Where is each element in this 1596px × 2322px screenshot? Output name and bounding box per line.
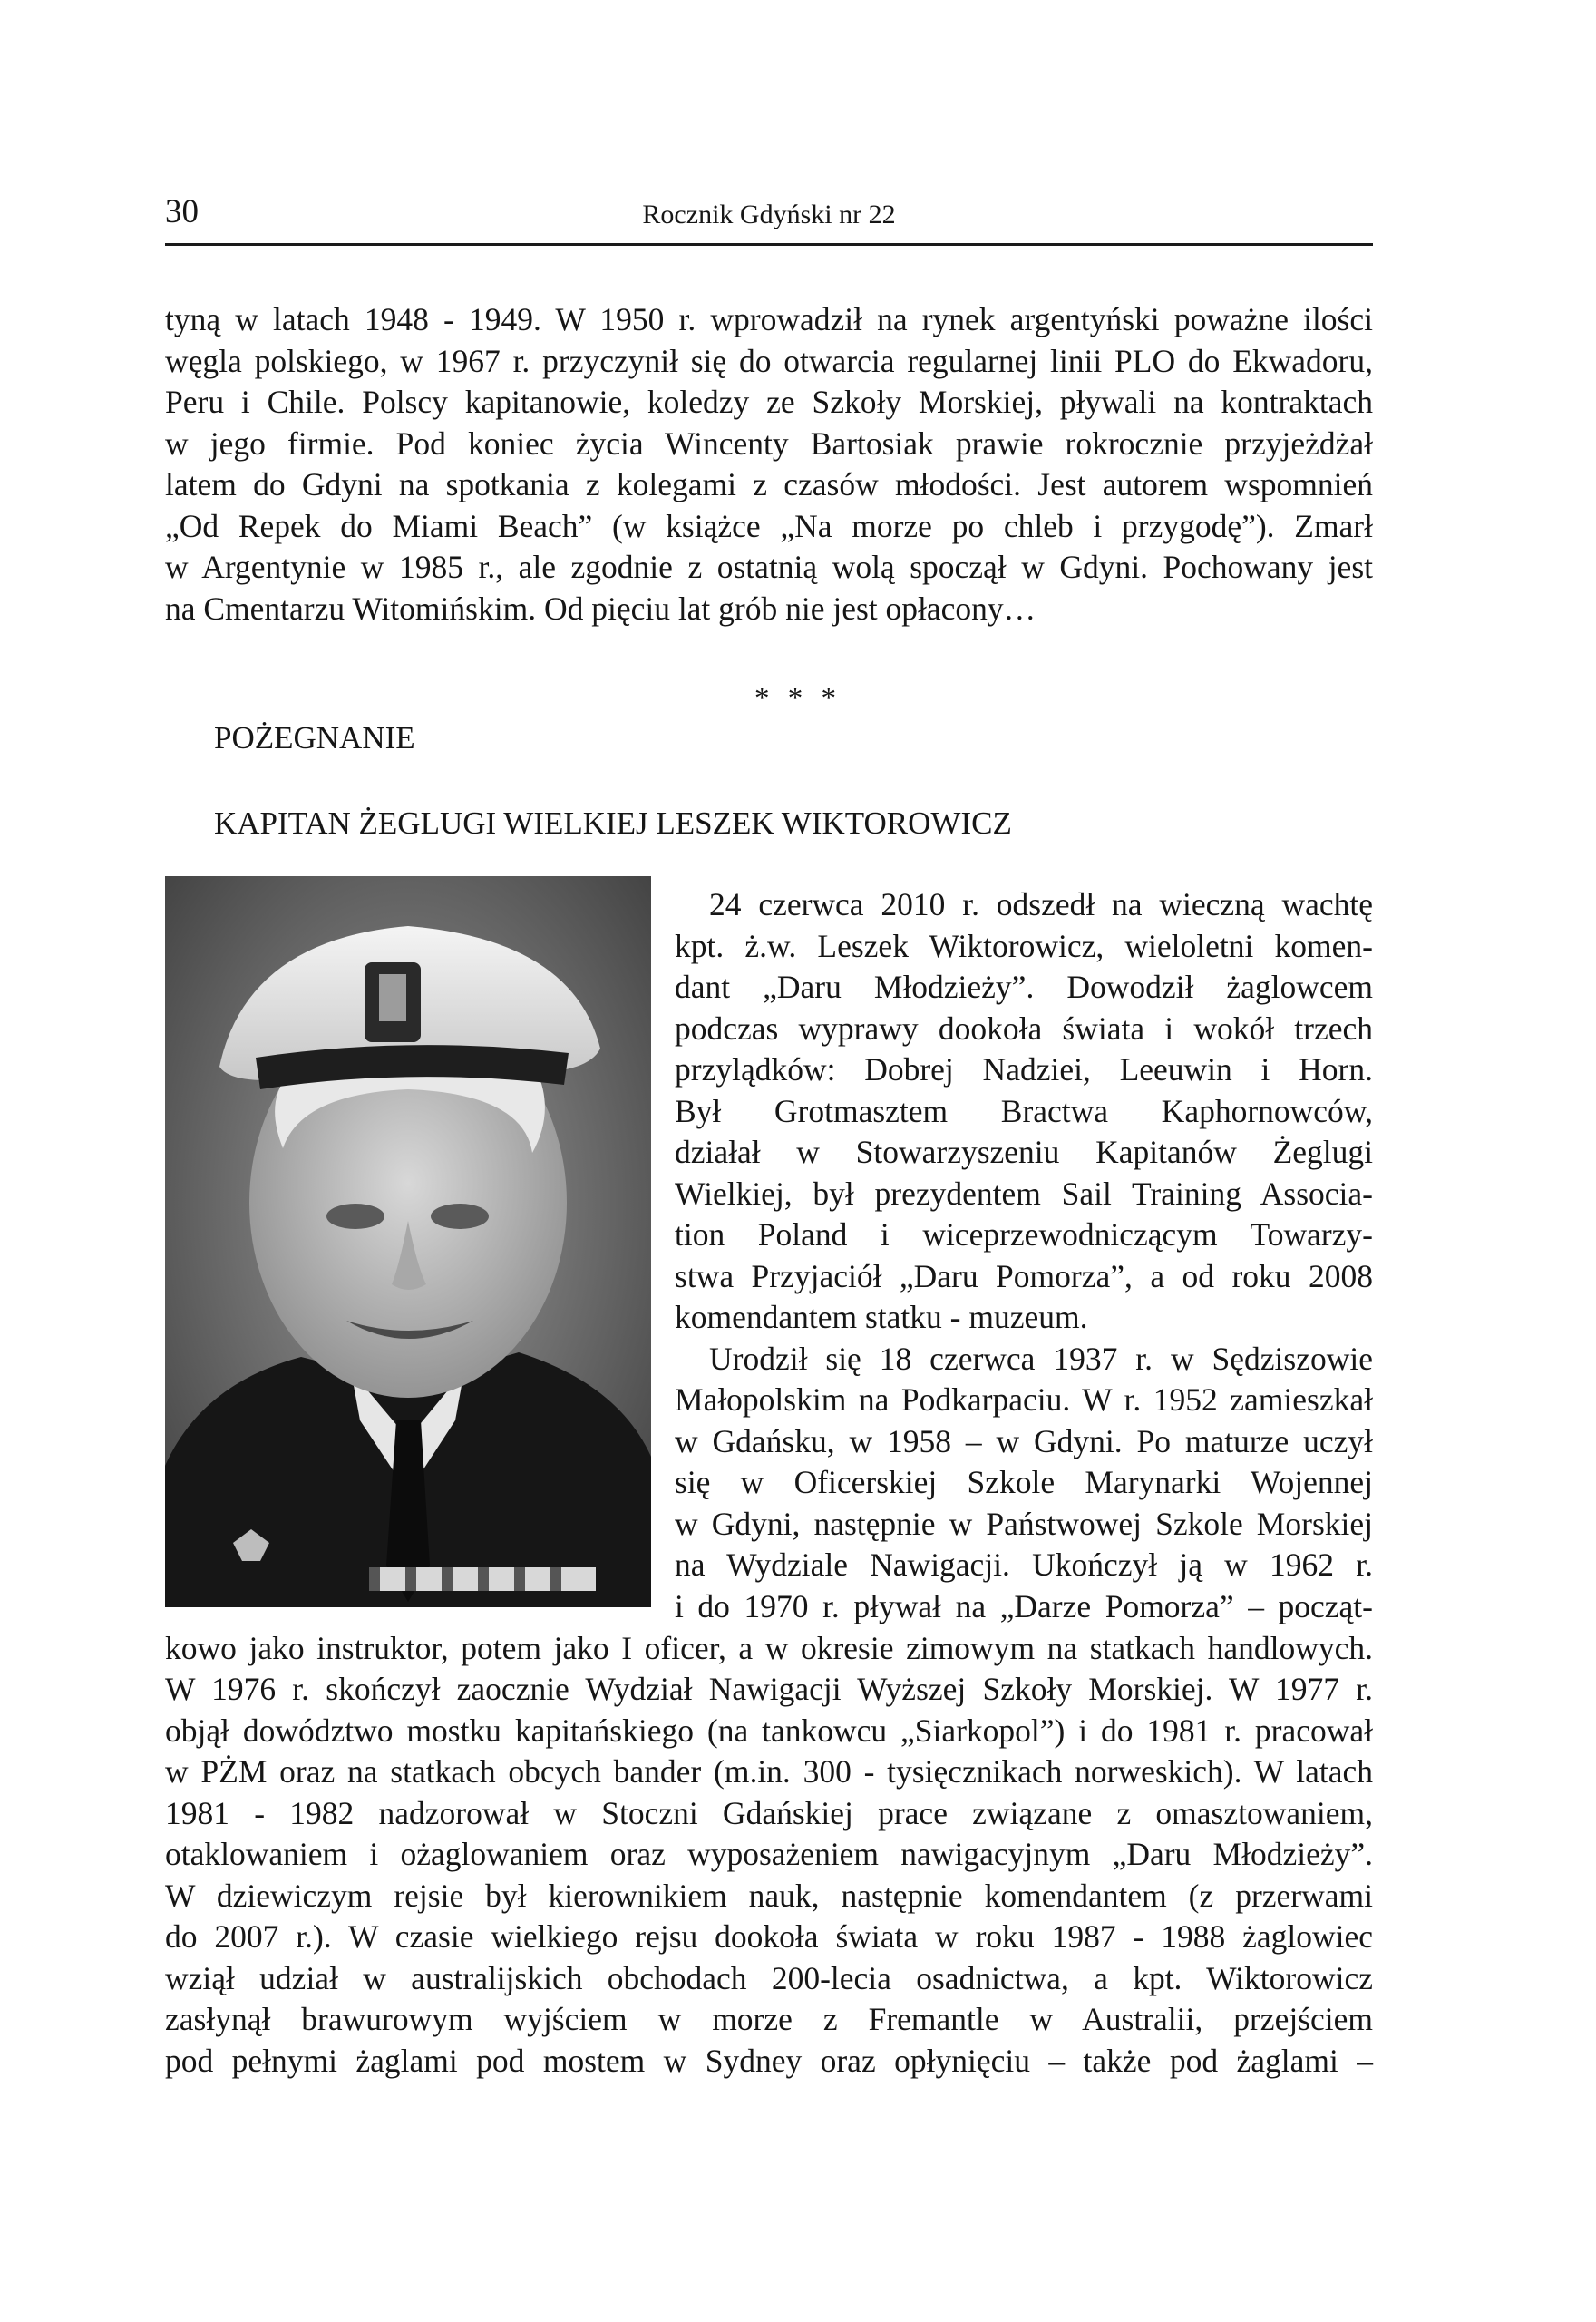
text-line: przylądków: Dobrej Nadziei, Leeuwin i Horn. — [675, 1051, 1373, 1088]
text-line: działał w Stowarzyszeniu Kapitanów Żeglugi — [675, 1134, 1373, 1170]
text-line: „Od Repek do Miami Beach” (w książce „Na morze po chleb i przygodę”). Zmarł — [165, 507, 1373, 544]
text-line: w Argentynie w 1985 r., ale zgodnie z ostatnią wolą spoczął w Gdyni. Pochowany jest — [165, 549, 1373, 585]
first-column-paragraphs — [675, 884, 1373, 1586]
text-line: Małopolskim na Podkarpaciu. W r. 1952 zamieszkał — [675, 1381, 1373, 1418]
text-line: podczas wyprawy dookoła świata i wokół trzech — [675, 1010, 1373, 1047]
running-title: Rocznik Gdyński nr 22 — [642, 200, 896, 229]
text-line: latem do Gdyni na spotkania z kolegami z czasów młodości. Jest autorem wspomnień — [165, 466, 1373, 502]
text-line: kowo jako instruktor, potem jako I oficer, a w okresie zimowym na statkach handlowych. — [165, 1629, 1373, 1666]
section-separator: * * * — [754, 682, 842, 715]
text-line: W 1976 r. skończył zaocznie Wydział Nawigacji Wyższej Szkoły Morskiej. W 1977 r. — [165, 1671, 1373, 1707]
text-line: wziął udział w australijskich obchodach 200-lecia osadnictwa, a kpt. Wiktorowicz — [165, 1959, 1373, 1996]
portrait-photo — [165, 876, 651, 1607]
text-line: stwa Przyjaciół „Daru Pomorza”, a od roku 2008 — [675, 1257, 1373, 1294]
text-line: i do 1970 r. pływał na „Darze Pomorza” – począt- — [675, 1588, 1373, 1624]
text-line: się w Oficerskiej Szkole Marynarki Wojennej — [675, 1464, 1373, 1500]
text-line: w PŻM oraz na statkach obcych bander (m.in. 300 - tysięcznikach norweskich). W latach — [165, 1753, 1373, 1790]
text-line: Urodził się 18 czerwca 1937 r. w Sędziszowie — [709, 1340, 1373, 1377]
section-title: POŻEGNANIE — [214, 720, 415, 756]
text-line: 1981 - 1982 nadzorował w Stoczni Gdańskiej prace związane z omasztowaniem, — [165, 1794, 1373, 1831]
page-number: 30 — [165, 193, 199, 230]
page-header — [165, 192, 1373, 247]
text-line: dant „Daru Młodzieży”. Dowodził żaglowcem — [675, 969, 1373, 1005]
text-line: w jego firmie. Pod koniec życia Wincenty Bartosiak prawie rokrocznie przyjeżdżał — [165, 424, 1373, 462]
text-line: węgla polskiego, w 1967 r. przyczynił się do otwarcia regularnej linii PLO do Ekwadoru, — [165, 342, 1373, 379]
text-line: na Wydziale Nawigacji. Ukończył ją w 1962 r. — [675, 1546, 1373, 1583]
text-line: w Gdyni, następnie w Państwowej Szkole Morskiej — [675, 1505, 1373, 1542]
text-line: w Gdańsku, w 1958 – w Gdyni. Po maturze uczył — [675, 1422, 1373, 1459]
intro-paragraph — [165, 299, 1373, 629]
continued-paragraph — [165, 1586, 1373, 2082]
text-line: 24 czerwca 2010 r. odszedł na wieczną wachtę — [709, 886, 1373, 922]
text-line: na Cmentarzu Witomińskim. Od pięciu lat grób nie jest opłacony… — [165, 590, 1036, 627]
text-line: pod pełnymi żaglami pod mostem w Sydney oraz opłynięciu – także pod żaglami – — [165, 2042, 1373, 2079]
text-line: Wielkiej, był prezydentem Sail Training Associa- — [675, 1175, 1373, 1212]
text-line: tion Poland i wiceprzewodniczącym Towarzy- — [675, 1216, 1373, 1253]
text-line: komendantem statku - muzeum. — [675, 1299, 1088, 1335]
text-line: zasłynął brawurowym wyjściem w morze z Fremantle w Australii, przejściem — [165, 2001, 1373, 2037]
text-line: objął dowództwo mostku kapitańskiego (na tankowcu „Siarkopol”) i do 1981 r. pracował — [165, 1712, 1373, 1749]
text-line: Był Grotmasztem Bractwa Kaphornowców, — [675, 1092, 1373, 1129]
text-line: tyną w latach 1948 - 1949. W 1950 r. wprowadził na rynek argentyński poważne ilości — [165, 301, 1373, 337]
text-line: otaklowaniem i ożaglowaniem oraz wyposażeniem nawigacyjnym „Daru Młodzieży”. — [165, 1836, 1373, 1872]
text-line: kpt. ż.w. Leszek Wiktorowicz, wieloletni komen- — [675, 927, 1373, 964]
text-line: do 2007 r.). W czasie wielkiego rejsu dookoła świata w roku 1987 - 1988 żaglowiec — [165, 1918, 1373, 1955]
article-subtitle: KAPITAN ŻEGLUGI WIELKIEJ LESZEK WIKTOROWICZ — [214, 805, 1012, 841]
header-rule — [165, 243, 1373, 246]
text-line: W dziewiczym rejsie był kierownikiem nauk, następnie komendantem (z przerwami — [165, 1877, 1373, 1914]
text-line: Peru i Chile. Polscy kapitanowie, koledzy ze Szkoły Morskiej, pływali na kontraktach — [165, 384, 1373, 420]
